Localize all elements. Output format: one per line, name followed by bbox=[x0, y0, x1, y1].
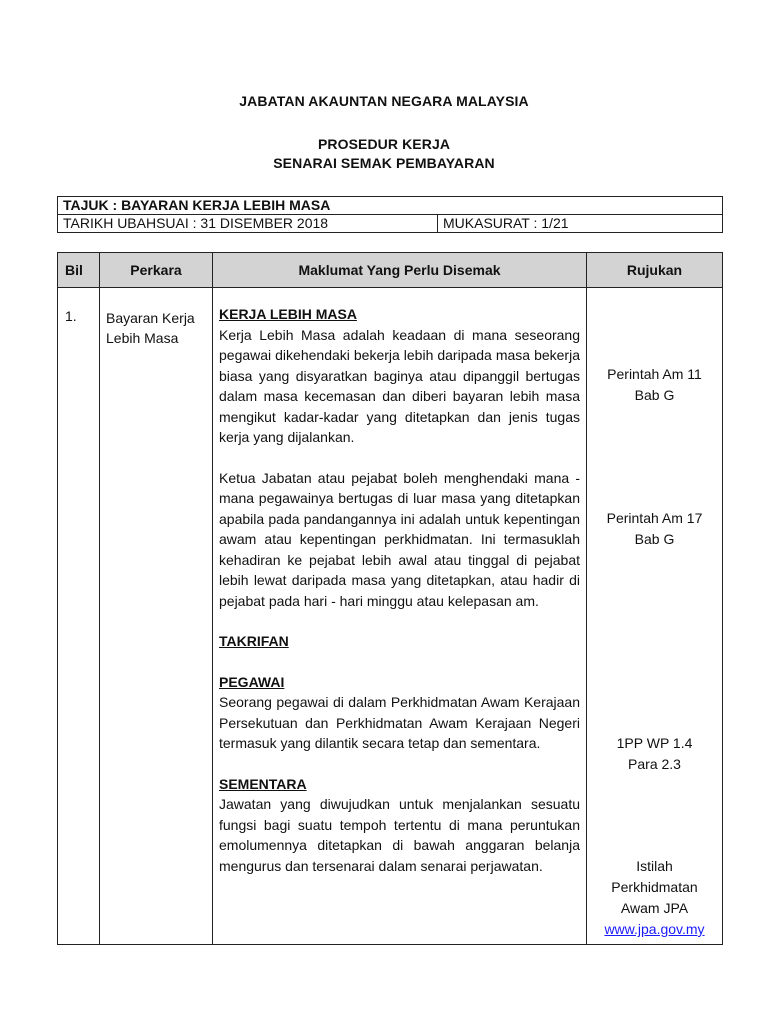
section-title-pegawai: PEGAWAI bbox=[219, 673, 285, 690]
row-number: 1. bbox=[58, 288, 100, 945]
header-maklumat: Maklumat Yang Perlu Disemak bbox=[213, 253, 587, 288]
jpa-website-link[interactable]: www.jpa.gov.my bbox=[604, 921, 705, 937]
section-title-takrifan: TAKRIFAN bbox=[219, 633, 289, 649]
table-header-row bbox=[58, 253, 723, 288]
header-perkara: Perkara bbox=[100, 253, 213, 288]
rujukan-2 bbox=[587, 508, 722, 550]
header-bil: Bil bbox=[58, 253, 100, 288]
checklist-table bbox=[57, 252, 723, 945]
mukasurat-cell: MUKASURAT : 1/21 bbox=[438, 215, 723, 233]
row-rujukan bbox=[587, 288, 723, 945]
rujukan-4 bbox=[587, 856, 722, 940]
organization-title: JABATAN AKAUNTAN NEGARA MALAYSIA bbox=[239, 93, 529, 109]
header-rujukan: Rujukan bbox=[587, 253, 723, 288]
rujukan-1-line2: Bab G bbox=[634, 387, 675, 403]
rujukan-3-line2: Para 2.3 bbox=[628, 756, 681, 772]
document-info-table bbox=[57, 196, 723, 233]
document-subtitle: SENARAI SEMAK PEMBAYARAN bbox=[273, 155, 495, 171]
rujukan-3 bbox=[587, 733, 722, 775]
rujukan-2-line1: Perintah Am 17 bbox=[606, 510, 703, 526]
row-perkara: Bayaran Kerja Lebih Masa bbox=[100, 288, 213, 945]
rujukan-4-line2: Perkhidmatan bbox=[611, 879, 698, 895]
rujukan-2-line2: Bab G bbox=[634, 531, 675, 547]
document-title: PROSEDUR KERJA bbox=[317, 136, 451, 152]
tarikh-cell: TARIKH UBAHSUAI : 31 DISEMBER 2018 bbox=[58, 215, 438, 233]
rujukan-1 bbox=[587, 364, 722, 406]
tajuk-cell: TAJUK : BAYARAN KERJA LEBIH MASA bbox=[58, 197, 723, 215]
paragraph-sementara: Jawatan yang diwujudkan untuk menjalankan sesuatu fungsi bagi suatu tempoh tertentu di mana peruntukan emolumennya ditetapkan di bawah anggaran belanja mengurus dan tersenarai dalam senarai perjawatan. bbox=[219, 796, 580, 874]
paragraph-pegawai: Seorang pegawai di dalam Perkhidmatan Awam Kerajaan Persekutuan dan Perkhidmatan Awam Kerajaan Negeri termasuk yang dilantik secara tetap dan sementara. bbox=[219, 694, 580, 751]
rujukan-1-line1: Perintah Am 11 bbox=[607, 366, 702, 382]
section-title-sementara: SEMENTARA bbox=[219, 775, 307, 792]
row-maklumat bbox=[213, 288, 587, 945]
paragraph-kerja-lebih-masa: Kerja Lebih Masa adalah keadaan di mana seseorang pegawai dikehendaki bekerja lebih daripada masa bekerja biasa yang disyaratkan baginya atau dipanggil bertugas dalam masa kecemasan dan diberi bayaran lebih masa mengikut kadar-kadar yang ditetapkan dan jenis tugas kerja yang dijalankan. bbox=[219, 326, 580, 445]
rujukan-4-line1: Istilah bbox=[636, 858, 673, 874]
paragraph-ketua-jabatan: Ketua Jabatan atau pejabat boleh menghendaki mana -mana pegawainya bertugas di luar masa yang ditetapkan apabila pada pandangannya ini adalah untuk kepentingan awam atau kepentingan perkhidmatan. Ini termasuklah kehadiran ke pejabat lebih awal atau tinggal di pejabat lebih lewat daripada masa yang ditetapkan, atau hadir di pejabat pada hari - hari minggu atau kelepasan am. bbox=[219, 469, 580, 609]
rujukan-3-line1: 1PP WP 1.4 bbox=[616, 735, 693, 751]
rujukan-4-line3: Awam JPA bbox=[620, 900, 689, 916]
table-row bbox=[58, 288, 723, 945]
section-title-kerja-lebih-masa: KERJA LEBIH MASA bbox=[219, 306, 357, 322]
